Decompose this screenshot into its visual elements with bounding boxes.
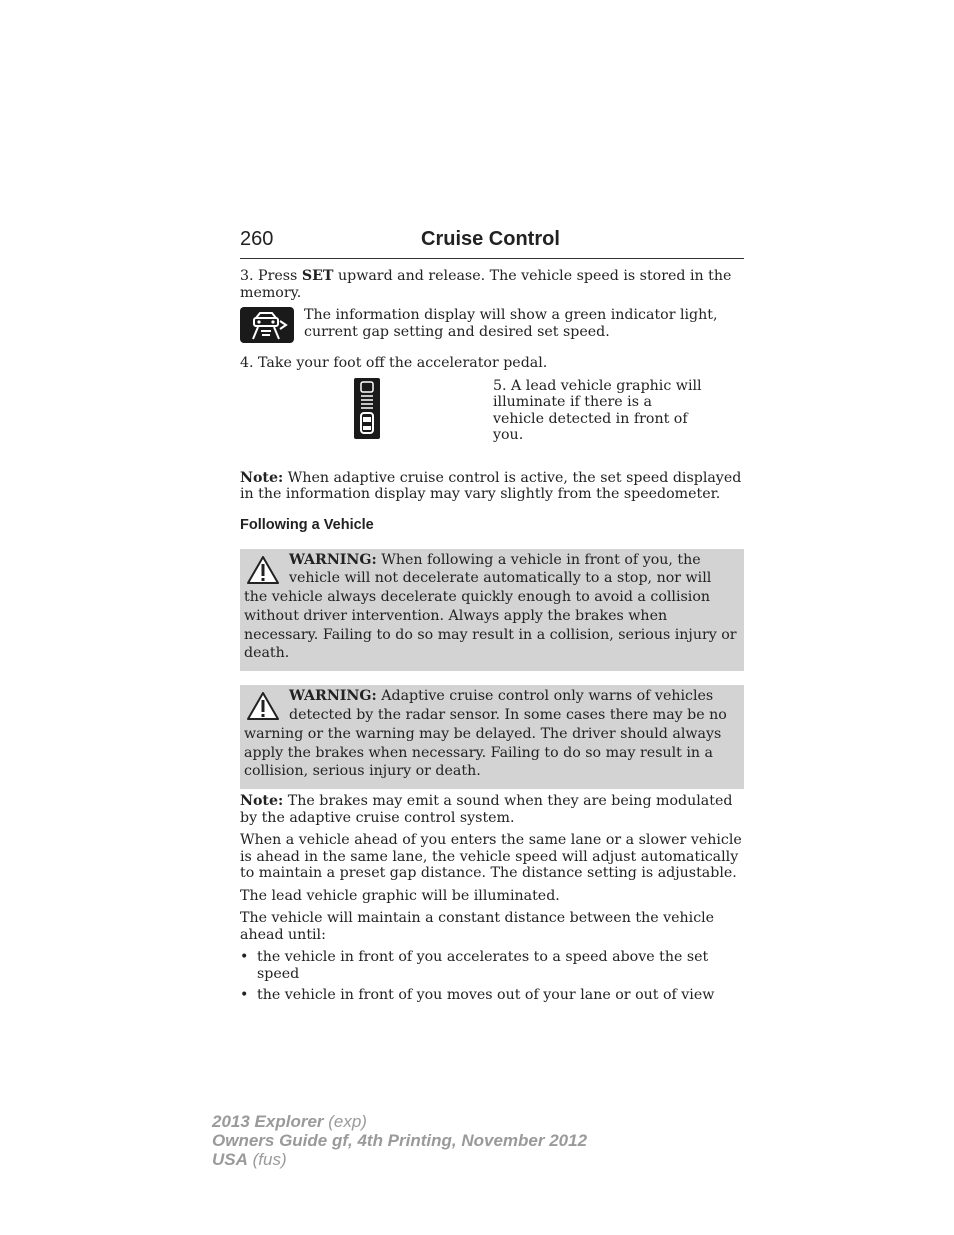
adaptive-cruise-indicator-icon	[240, 307, 294, 343]
list-item: • the vehicle in front of you moves out of your lane or out of view	[240, 987, 744, 1004]
lead-vehicle-row	[240, 378, 744, 444]
footer-line-3: USA (fus)	[212, 1150, 287, 1169]
page-number: 260	[240, 228, 274, 250]
note-1: Note: When adaptive cruise control is active, the set speed displayed in the information display may vary slightly from the speedometer.	[240, 469, 742, 502]
note-2: Note: The brakes may emit a sound when they are being modulated by the adaptive cruise control system.	[240, 793, 733, 826]
warning-triangle-icon	[246, 691, 280, 721]
step-4: 4. Take your foot off the accelerator pedal.	[240, 355, 548, 371]
manual-page	[240, 228, 744, 1009]
warning-triangle-icon	[246, 555, 280, 585]
step-3: 3. Press SET upward and release. The vehicle speed is stored in the memory.	[240, 268, 732, 301]
warning-box-2: WARNING: Adaptive cruise control only warns of vehicles detected by the radar sensor. In some cases there may be no warning or the warning may be delayed. The driver should always apply the brakes when necessary. Failing to do so may result in a collision, serious injury or death.	[240, 685, 744, 789]
info-display-row	[240, 307, 744, 343]
footer-line-2: Owners Guide gf, 4th Printing, November 2012	[212, 1131, 588, 1150]
paragraph-constant-distance: The vehicle will maintain a constant distance between the vehicle ahead until:	[240, 910, 715, 943]
step-5: 5. A lead vehicle graphic will illuminate if there is a vehicle detected in front of you.	[493, 377, 702, 443]
info-display-text: The information display will show a green indicator light, current gap setting and desired set speed.	[304, 307, 718, 340]
footer-line-1: 2013 Explorer (exp)	[212, 1112, 367, 1131]
lead-vehicle-icon	[354, 378, 380, 439]
warning-box-1: WARNING: When following a vehicle in front of you, the vehicle will not decelerate automatically to a stop, nor will the vehicle always decelerate quickly enough to avoid a collision without driver intervention. Always apply the brakes when necessary. Failing to do so may result in a collision, serious injury or death.	[240, 549, 744, 672]
lead-graphic-wrap	[240, 378, 493, 439]
subheading-following: Following a Vehicle	[240, 516, 374, 533]
section-title: Cruise Control	[421, 228, 560, 250]
condition-list	[240, 949, 744, 1004]
paragraph-gap-distance: When a vehicle ahead of you enters the same lane or a slower vehicle is ahead in the same lane, the vehicle speed will adjust automatically to maintain a preset gap distance. The distance setting is adjustable.	[240, 832, 742, 882]
list-item: • the vehicle in front of you accelerates to a speed above the set speed	[240, 949, 744, 982]
page-footer	[212, 1112, 587, 1169]
paragraph-lead-graphic: The lead vehicle graphic will be illuminated.	[240, 887, 560, 904]
page-header	[240, 228, 744, 259]
